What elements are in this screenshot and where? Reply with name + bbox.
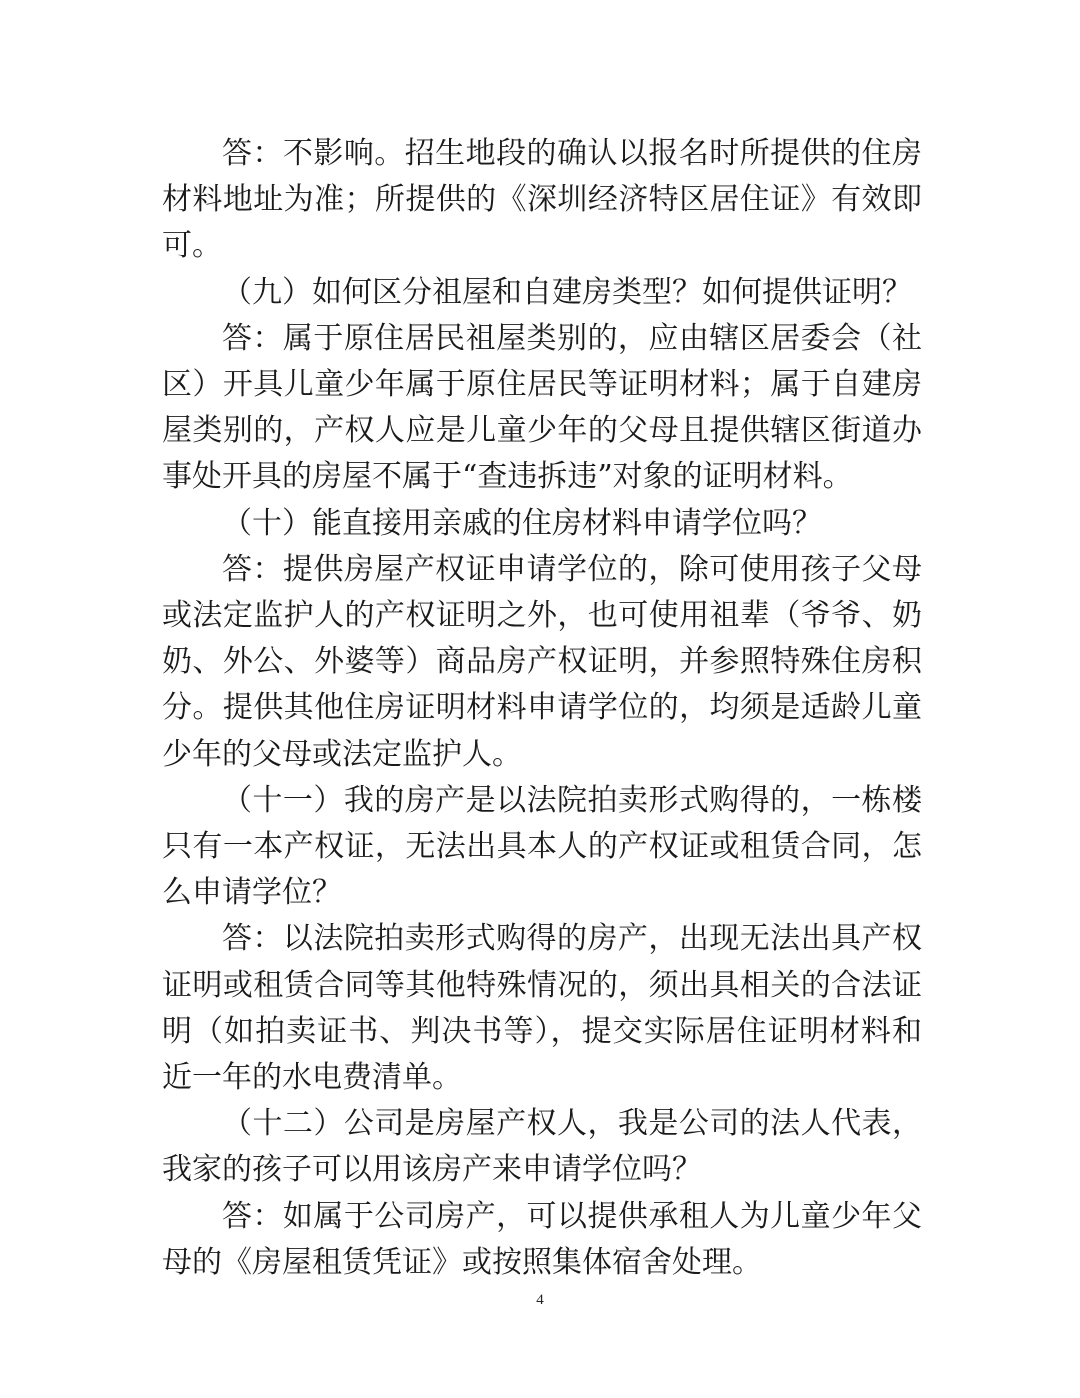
question-heading-10: （十）能直接用亲戚的住房材料申请学位吗？: [222, 505, 822, 541]
answer-paragraph: 答：以法院拍卖形式购得的房产，出现无法出具产权证明或租赁合同等其他特殊情况的，须出具相关的合法证明（如拍卖证书、判决书等），提交实际居住证明材料和近一年的水电费清单。: [162, 921, 922, 1096]
answer-paragraph: 答：属于原住居民祖屋类别的，应由辖区居委会（社区）开具儿童少年属于原住居民等证明材料；属于自建房屋类别的，产权人应是儿童少年的父母且提供辖区街道办事处开具的房屋不属于“查违拆违”对象的证明材料。: [162, 320, 922, 495]
answer-paragraph: 答：提供房屋产权证申请学位的，除可使用孩子父母或法定监护人的产权证明之外，也可使用祖辈（爷爷、奶奶、外公、外婆等）商品房产权证明，并参照特殊住房积分。提供其他住房证明材料申请学位的，均须是适龄儿童少年的父母或法定监护人。: [162, 551, 922, 772]
page-number: 4: [536, 1292, 544, 1308]
answer-paragraph: 答：不影响。招生地段的确认以报名时所提供的住房材料地址为准；所提供的《深圳经济特区居住证》有效即可。: [162, 136, 922, 264]
answer-paragraph: 答：如属于公司房产，可以提供承租人为儿童少年父母的《房屋租赁凭证》或按照集体宿舍处理。: [162, 1198, 922, 1280]
document-body: [162, 131, 922, 1286]
question-heading-12: （十二）公司是房屋产权人，我是公司的法人代表，我家的孩子可以用该房产来申请学位吗？: [162, 1106, 922, 1188]
question-heading-9: （九）如何区分祖屋和自建房类型？如何提供证明？: [222, 274, 912, 310]
question-heading-11: （十一）我的房产是以法院拍卖形式购得的，一栋楼只有一本产权证，无法出具本人的产权证或租赁合同，怎么申请学位？: [162, 782, 922, 911]
